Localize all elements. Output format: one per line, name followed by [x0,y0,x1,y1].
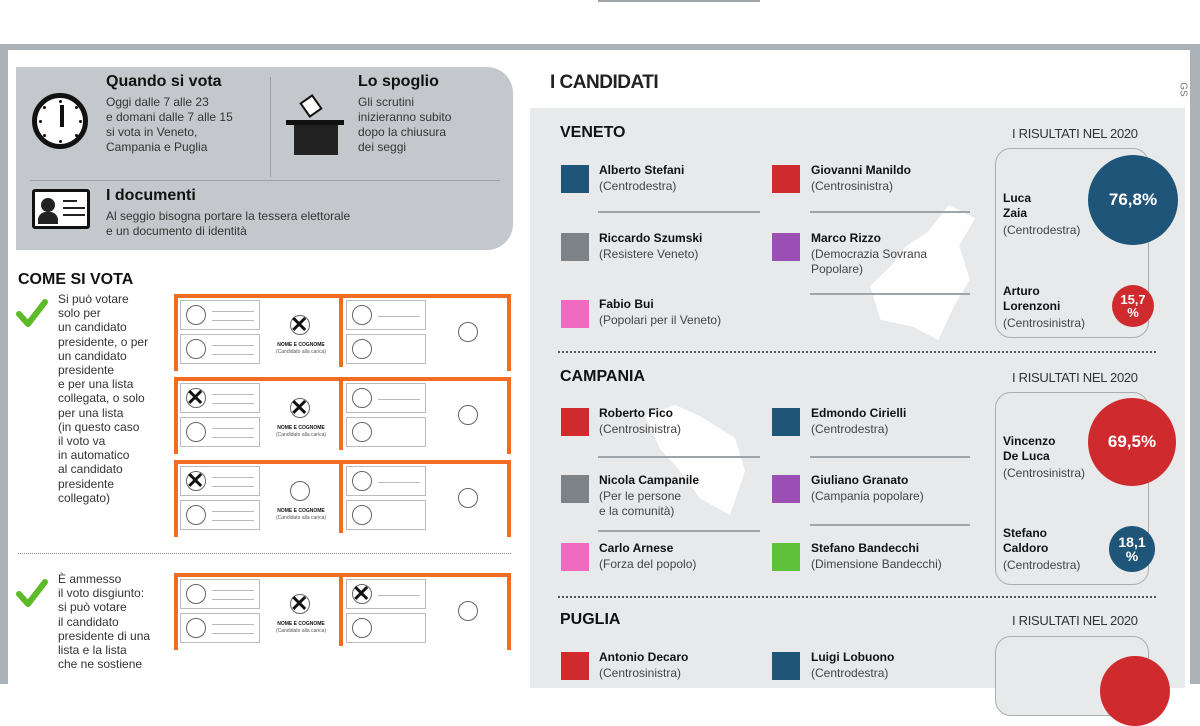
rule1-text: Si può votare solo per un candidato presidente, o per un candidato presidente e per una lista collegata, o solo per una lista (in questo caso il voto va in automatico al candidato presidente collegato) [58,292,149,505]
when-text: Oggi dalle 7 alle 23 e domani dalle 7 alle 15 si vota in Veneto, Campania e Puglia [106,95,233,154]
candidate-name: Fabio Bui [599,297,654,311]
divider [598,456,760,458]
region-puglia: PUGLIA [560,611,621,628]
candidate-party: (Forza del popolo) [599,557,697,571]
candidate-party: (Resistere Veneto) [599,247,699,261]
candidate-name: Stefano Bandecchi [811,541,920,555]
swatch [561,543,589,571]
results-label: I RISULTATI NEL 2020 [1012,126,1138,141]
candidate-name: Giovanni Manildo [811,163,912,177]
result-bubble [1100,656,1170,726]
check-icon [16,298,48,330]
when-title: Quando si vota [106,73,222,90]
come-si-vota-title: COME SI VOTA [18,271,134,288]
divider [810,211,970,213]
candidate-name: Marco Rizzo [811,231,882,245]
credit: GS [1177,82,1189,97]
divider [558,596,1156,598]
candidate-party: (Centrodestra) [811,422,889,436]
divider [270,77,271,177]
divider [810,293,970,295]
result-name: Luca Zaia [1003,191,1032,220]
results-label: I RISULTATI NEL 2020 [1012,370,1138,385]
result-party: (Centrosinistra) [1003,316,1086,330]
candidate-party: (Democrazia Sovrana [811,247,928,261]
candidates-title: I CANDIDATI [550,72,659,93]
result-name: Vincenzo De Luca [1003,434,1056,463]
result-name: Stefano Caldoro [1003,526,1049,555]
docs-text: Al seggio bisogna portare la tessera elettorale e un documento di identità [106,209,351,238]
divider [598,211,760,213]
swatch [561,652,589,680]
swatch [772,652,800,680]
divider [18,553,511,554]
candidate-name: Carlo Arnese [599,541,674,555]
swatch [561,408,589,436]
rule2-text: È ammesso il voto disgiunto: si può votare il candidato presidente di una lista e la lista che ne sostiene [58,572,151,672]
divider [810,524,970,526]
swatch [561,300,589,328]
swatch [561,475,589,503]
candidate-party: (Centrosinistra) [599,422,682,436]
results-label: I RISULTATI NEL 2020 [1012,613,1138,628]
info-box [16,67,513,250]
candidate-name: Antonio Decaro [599,650,689,664]
candidate-party: (Campania popolare) [811,489,924,503]
result-bubble: 76,8% [1088,155,1178,245]
swatch [772,543,800,571]
candidate-name: Luigi Lobuono [811,650,895,664]
candidate-name: Edmondo Cirielli [811,406,907,420]
candidate-party: e la comunità) [599,504,675,518]
divider [810,456,970,458]
result-name: Arturo Lorenzoni [1003,284,1061,313]
candidate-name: Nicola Campanile [599,473,700,487]
result-bubble: 69,5% [1088,398,1176,486]
candidate-party: (Centrodestra) [599,179,677,193]
candidate-name: Alberto Stefani [599,163,685,177]
candidate-name: Giuliano Granato [811,473,909,487]
clock-icon [32,93,88,149]
candidate-name: Roberto Fico [599,406,673,420]
result-party: (Centrosinistra) [1003,466,1086,480]
divider [30,180,500,181]
candidate-party: (Centrosinistra) [599,666,682,680]
swatch [772,233,800,261]
check-icon [16,578,48,610]
swatch-centrosinistra [772,165,800,193]
id-card-icon [32,189,90,229]
result-bubble: 18,1 % [1109,526,1155,572]
ballot-example-1: ✕ NOME E COGNOME (Candidato alla carica) [174,294,511,371]
swatch [772,475,800,503]
candidate-party: (Centrodestra) [811,666,889,680]
result-party: (Centrodestra) [1003,558,1081,572]
swatch [772,408,800,436]
divider [558,351,1156,353]
candidate-party: (Per le persone [599,489,682,503]
candidate-party: (Centrosinistra) [811,179,894,193]
swatch-centrodestra [561,165,589,193]
candidate-party: Popolare) [811,262,864,276]
result-bubble: 15,7 % [1112,285,1154,327]
candidate-party: (Dimensione Bandecchi) [811,557,942,571]
region-veneto: VENETO [560,124,626,141]
candidate-name: Riccardo Szumski [599,231,703,245]
docs-title: I documenti [106,187,196,204]
candidate-party: (Popolari per il Veneto) [599,313,722,327]
region-campania: CAMPANIA [560,368,646,385]
result-party: (Centrodestra) [1003,223,1081,237]
count-text: Gli scrutini inizieranno subito dopo la chiusura dei seggi [358,95,452,154]
count-title: Lo spoglio [358,73,439,90]
divider [598,530,760,532]
swatch [561,233,589,261]
ballot-example-disgiunto: ✕ NOME E COGNOME (Candidato alla carica) ✕ [174,573,511,650]
divider [598,0,760,2]
ballot-example-2: ✕ ✕ NOME E COGNOME (Candidato alla carica) [174,377,511,454]
ballot-example-3: ✕ NOME E COGNOME (Candidato alla carica) [174,460,511,537]
